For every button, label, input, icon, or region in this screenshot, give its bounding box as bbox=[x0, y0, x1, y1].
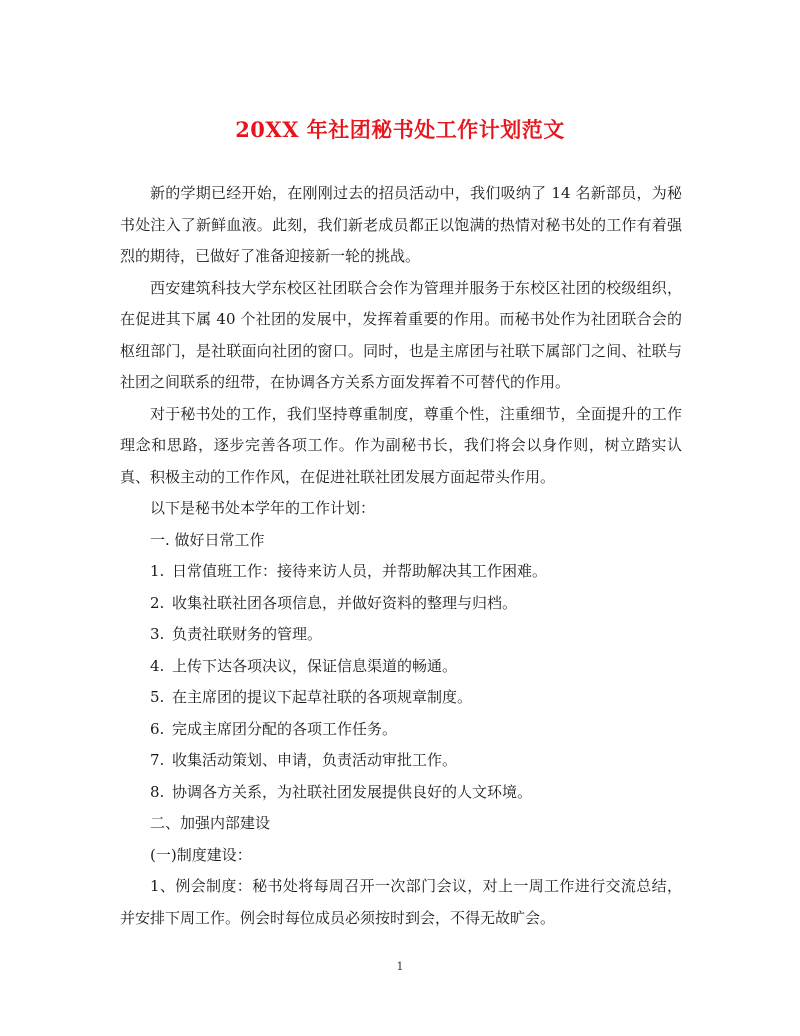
list-item-number: 6. bbox=[150, 719, 165, 738]
daily-work-list bbox=[120, 556, 682, 808]
list-item bbox=[120, 588, 682, 620]
list-item bbox=[120, 745, 682, 777]
list-item-number: 7. bbox=[150, 751, 165, 769]
section-heading-internal-building: 二、加强内部建设 bbox=[150, 814, 271, 832]
list-item-number: 8. bbox=[150, 782, 165, 801]
list-item-text: 完成主席团分配的各项工作任务。 bbox=[172, 719, 398, 738]
page-number: 1 bbox=[396, 960, 404, 973]
subsection-heading-system-building: (一)制度建设： bbox=[150, 845, 252, 864]
list-item-text: 日常值班工作：接待来访人员，并帮助解决其工作困难。 bbox=[172, 562, 548, 580]
list-item bbox=[120, 619, 682, 651]
list-item bbox=[120, 682, 682, 714]
list-item-text: 收集社联社团各项信息，并做好资料的整理与归档。 bbox=[172, 593, 518, 612]
list-item-text: 在主席团的提议下起草社联的各项规章制度。 bbox=[172, 688, 473, 706]
meeting-system-paragraph: 1、例会制度：秘书处将每周召开一次部门会议，对上一周工作进行交流总结，并安排下周工作。例会时每位成员必须按时到会，不得无故旷会。 bbox=[120, 877, 682, 927]
section-heading-daily-work: 一. 做好日常工作 bbox=[150, 530, 265, 549]
plan-intro: 以下是秘书处本学年的工作计划： bbox=[150, 499, 376, 517]
document-body bbox=[120, 178, 682, 934]
list-item-number: 4. bbox=[150, 656, 165, 675]
list-item-text: 协调各方关系，为社联社团发展提供良好的人文环境。 bbox=[172, 782, 533, 801]
list-item-text: 负责社联财务的管理。 bbox=[172, 625, 323, 643]
list-item-number: 3. bbox=[150, 625, 165, 643]
list-item bbox=[120, 777, 682, 809]
list-item bbox=[120, 556, 682, 588]
organization-paragraph: 西安建筑科技大学东校区社团联合会作为管理并服务于东校区社团的校级组织，在促进其下属 40 个社团的发展中，发挥着重要的作用。而秘书处作为社团联合会的枢纽部门，是社联面向社团的窗口。同时，也是主席团与社联下属部门之间、社联与社团之间联系的纽带，在协调各方关系方面发挥着不可替代的作用。 bbox=[120, 278, 682, 391]
work-philosophy-paragraph: 对于秘书处的工作，我们坚持尊重制度，尊重个性，注重细节，全面提升的工作理念和思路，逐步完善各项工作。作为副秘书长，我们将会以身作则，树立踏实认真、积极主动的工作作风，在促进社联社团发展方面起带头作用。 bbox=[120, 404, 682, 486]
list-item-number: 2. bbox=[150, 593, 165, 612]
document-title: 20XX 年社团秘书处工作计划范文 bbox=[235, 117, 565, 142]
list-item-number: 5. bbox=[150, 688, 165, 706]
list-item bbox=[120, 714, 682, 746]
intro-paragraph: 新的学期已经开始，在刚刚过去的招员活动中，我们吸纳了 14 名新部员，为秘书处注入了新鲜血液。此刻，我们新老成员都正以饱满的热情对秘书处的工作有着强烈的期待，已做好了准备迎接新一轮的挑战。 bbox=[120, 184, 682, 265]
list-item-text: 上传下达各项决议，保证信息渠道的畅通。 bbox=[172, 656, 458, 675]
list-item-text: 收集活动策划、申请，负责活动审批工作。 bbox=[172, 751, 458, 769]
list-item-number: 1. bbox=[150, 562, 165, 580]
list-item bbox=[120, 651, 682, 683]
